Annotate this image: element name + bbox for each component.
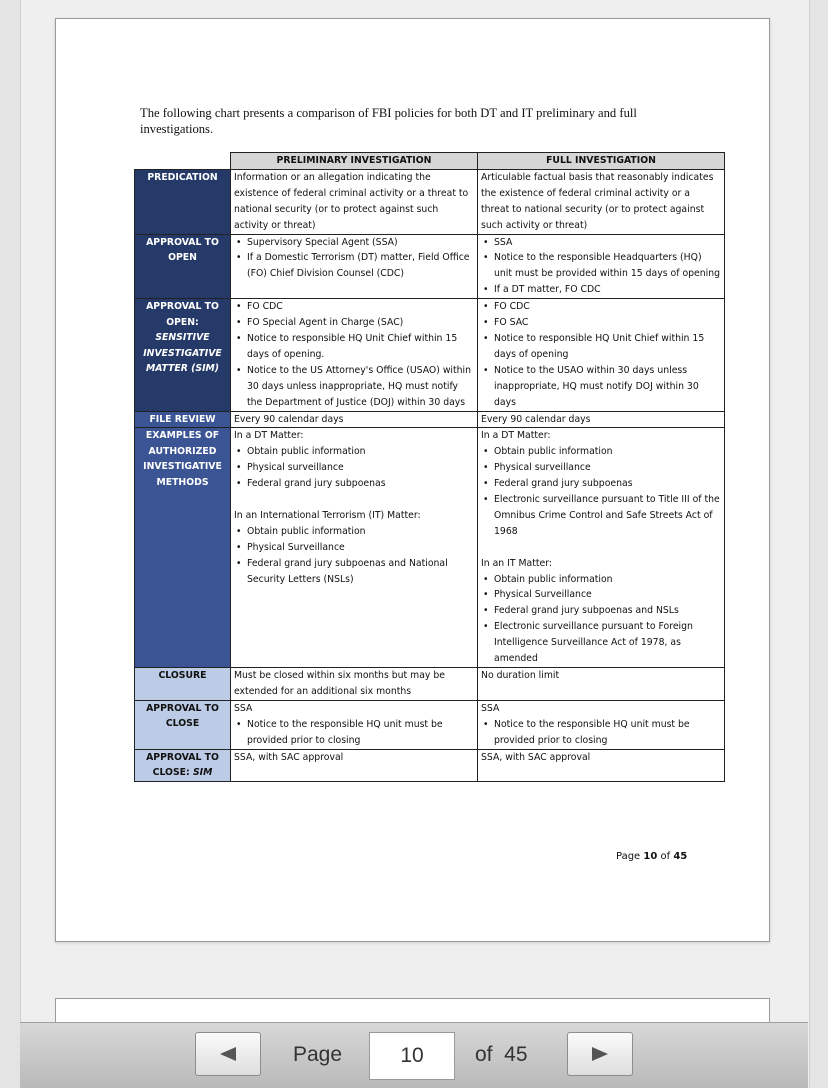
bullet-list bbox=[481, 444, 721, 539]
cell-title: SSA bbox=[481, 702, 500, 714]
list-item: • FO CDC bbox=[481, 299, 721, 315]
bullet-list bbox=[234, 235, 474, 283]
row-header-line: CLOSE: bbox=[152, 767, 193, 779]
row-header-italic: SIM bbox=[192, 767, 213, 779]
list-item: • Obtain public information bbox=[481, 572, 721, 588]
table-header-row bbox=[135, 153, 725, 170]
list-item: • Obtain public information bbox=[481, 444, 721, 460]
table-row-approval-sim bbox=[135, 299, 725, 411]
list-item: • Physical surveillance bbox=[234, 460, 474, 476]
table-row-approval-close bbox=[135, 700, 725, 749]
row-header-closure: CLOSURE bbox=[135, 667, 231, 700]
next-page-button[interactable] bbox=[567, 1032, 633, 1076]
row-header-file-review: FILE REVIEW bbox=[135, 411, 231, 428]
list-item: • SSA bbox=[481, 235, 721, 251]
page-label: Page bbox=[293, 1043, 343, 1066]
cell-approval-open-preliminary bbox=[231, 234, 478, 299]
list-item: • Electronic surveillance pursuant to Foreign Intelligence Surveillance Act of 1978, as amended bbox=[481, 619, 721, 667]
table-row-methods bbox=[135, 428, 725, 668]
intro-paragraph: The following chart presents a comparison of FBI policies for both DT and IT preliminary and full investigations. bbox=[140, 106, 637, 136]
list-item: • Physical Surveillance bbox=[481, 587, 721, 603]
page-number bbox=[616, 851, 687, 862]
cell-file-review-preliminary: Every 90 calendar days bbox=[231, 411, 478, 428]
list-item: • Notice to the responsible HQ unit must be provided prior to closing bbox=[234, 717, 474, 749]
cell-approval-open-full bbox=[478, 234, 725, 299]
row-header-predication: PREDICATION bbox=[135, 169, 231, 234]
list-item: • Notice to the US Attorney's Office (USAO) within 30 days unless inappropriate, HQ must notify the Department of Justice (DOJ) within 30 days bbox=[234, 363, 474, 411]
list-item: • FO SAC bbox=[481, 315, 721, 331]
page-number-label: Page bbox=[616, 851, 644, 862]
list-item: • If a Domestic Terrorism (DT) matter, Field Office (FO) Chief Division Counsel (CDC) bbox=[234, 250, 474, 282]
row-header-line: OPEN: bbox=[166, 316, 199, 328]
row-header-approval-sim bbox=[135, 299, 231, 411]
list-item: • Notice to responsible HQ Unit Chief within 15 days of opening. bbox=[234, 331, 474, 363]
row-header-line: APPROVAL TO bbox=[146, 301, 219, 313]
list-item: • Obtain public information bbox=[234, 524, 474, 540]
subheading: In a DT Matter: bbox=[481, 430, 551, 442]
list-item: • Notice to the USAO within 30 days unless inappropriate, HQ must notify DOJ within 30 days bbox=[481, 363, 721, 411]
cell-approval-sim-full bbox=[478, 299, 725, 411]
list-item: • Federal grand jury subpoenas bbox=[481, 476, 721, 492]
subheading: In a DT Matter: bbox=[234, 430, 304, 442]
bullet-list bbox=[481, 572, 721, 667]
bullet-list bbox=[234, 524, 474, 588]
subheading: In an IT Matter: bbox=[481, 557, 553, 569]
list-item: • Physical Surveillance bbox=[234, 540, 474, 556]
document-page bbox=[55, 18, 770, 942]
bullet-list bbox=[481, 299, 721, 410]
table-corner bbox=[135, 153, 231, 170]
bullet-list bbox=[234, 299, 474, 410]
table-row-approval-open bbox=[135, 234, 725, 299]
cell-predication-preliminary: Information or an allegation indicating the existence of federal criminal activity or a threat to national security (or to protect against such activity or threat) bbox=[231, 169, 478, 234]
list-item: • Notice to the responsible Headquarters (HQ) unit must be provided within 15 days of opening bbox=[481, 250, 721, 282]
list-item: • Physical surveillance bbox=[481, 460, 721, 476]
bullet-list bbox=[234, 444, 474, 492]
row-header-approval-close: APPROVAL TO CLOSE bbox=[135, 700, 231, 749]
table-row-predication bbox=[135, 169, 725, 234]
cell-approval-sim-preliminary bbox=[231, 299, 478, 411]
cell-approval-close-preliminary bbox=[231, 700, 478, 749]
page-number-of: of bbox=[657, 851, 674, 862]
list-item: • If a DT matter, FO CDC bbox=[481, 282, 721, 298]
list-item: • FO Special Agent in Charge (SAC) bbox=[234, 315, 474, 331]
previous-page-button[interactable] bbox=[195, 1032, 261, 1076]
list-item: • Obtain public information bbox=[234, 444, 474, 460]
column-header-preliminary: PRELIMINARY INVESTIGATION bbox=[231, 153, 478, 170]
cell-methods-full bbox=[478, 428, 725, 668]
page-number-total: 45 bbox=[673, 851, 688, 862]
table-row-closure bbox=[135, 667, 725, 700]
cell-file-review-full: Every 90 calendar days bbox=[478, 411, 725, 428]
list-item: • FO CDC bbox=[234, 299, 474, 315]
subheading: In an International Terrorism (IT) Matter: bbox=[234, 509, 421, 521]
list-item: • Electronic surveillance pursuant to Title III of the Omnibus Crime Control and Safe Streets Act of 1968 bbox=[481, 492, 721, 540]
comparison-table bbox=[134, 152, 725, 782]
table-row-approval-close-sim bbox=[135, 749, 725, 781]
column-header-full: FULL INVESTIGATION bbox=[478, 153, 725, 170]
list-item: • Federal grand jury subpoenas and National Security Letters (NSLs) bbox=[234, 556, 474, 588]
cell-approval-close-sim-full: SSA, with SAC approval bbox=[478, 749, 725, 781]
cell-predication-full: Articulable factual basis that reasonably indicates the existence of federal criminal activity or a threat to national security (or to protect against such activity or threat) bbox=[478, 169, 725, 234]
right-triangle-icon bbox=[591, 1046, 609, 1062]
left-triangle-icon bbox=[219, 1046, 237, 1062]
page-number-current: 10 bbox=[643, 851, 658, 862]
list-item: • Federal grand jury subpoenas bbox=[234, 476, 474, 492]
bullet-list bbox=[234, 717, 474, 749]
row-header-approval-close-sim bbox=[135, 749, 231, 781]
page-total-label: of 45 bbox=[475, 1043, 528, 1066]
cell-approval-close-sim-preliminary: SSA, with SAC approval bbox=[231, 749, 478, 781]
cell-methods-preliminary bbox=[231, 428, 478, 668]
list-item: • Notice to the responsible HQ unit must be provided prior to closing bbox=[481, 717, 721, 749]
cell-approval-close-full bbox=[478, 700, 725, 749]
row-header-approval-open: APPROVAL TO OPEN bbox=[135, 234, 231, 299]
row-header-italic: SENSITIVE INVESTIGATIVE MATTER (SIM) bbox=[143, 332, 222, 375]
page-number-input[interactable] bbox=[369, 1032, 455, 1080]
table-row-file-review bbox=[135, 411, 725, 428]
cell-closure-preliminary: Must be closed within six months but may be extended for an additional six months bbox=[231, 667, 478, 700]
row-header-methods: EXAMPLES OF AUTHORIZED INVESTIGATIVE METHODS bbox=[135, 428, 231, 668]
bullet-list bbox=[481, 235, 721, 299]
list-item: • Supervisory Special Agent (SSA) bbox=[234, 235, 474, 251]
cell-closure-full: No duration limit bbox=[478, 667, 725, 700]
list-item: • Notice to responsible HQ Unit Chief within 15 days of opening bbox=[481, 331, 721, 363]
row-header-line: APPROVAL TO bbox=[146, 751, 219, 763]
bullet-list bbox=[481, 717, 721, 749]
list-item: • Federal grand jury subpoenas and NSLs bbox=[481, 603, 721, 619]
cell-title: SSA bbox=[234, 702, 253, 714]
